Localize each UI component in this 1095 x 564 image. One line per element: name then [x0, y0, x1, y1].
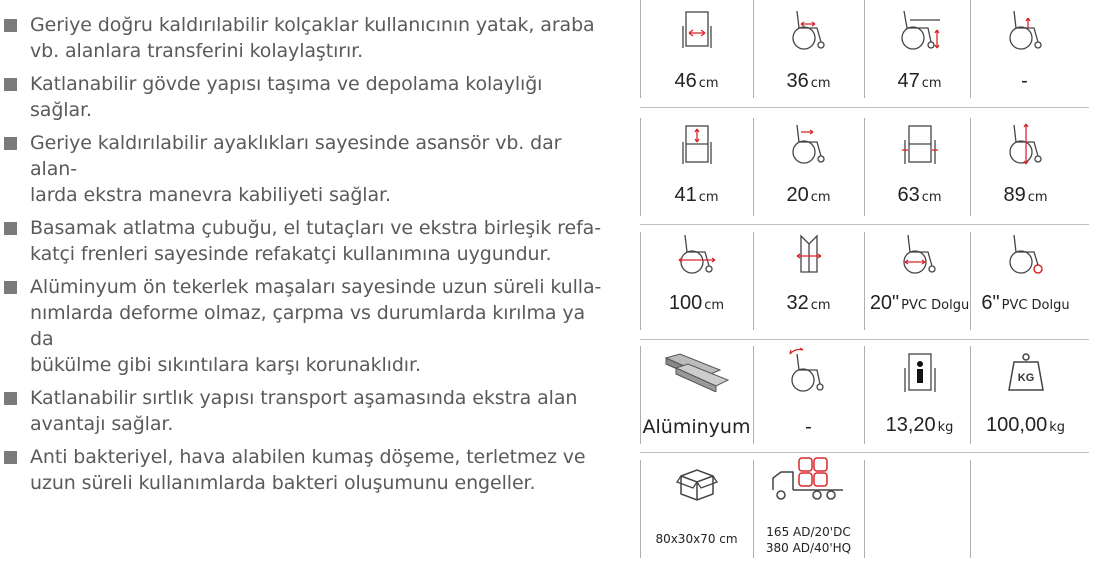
- seat-width-icon: [677, 8, 717, 50]
- spec-cell-folded-width: [753, 232, 864, 315]
- container-truck-icon: [769, 456, 849, 504]
- spec-unit: cm: [810, 76, 831, 91]
- spec-cell-seat-depth: [753, 8, 864, 93]
- package-box-icon: [675, 464, 719, 504]
- feature-item: [2, 71, 602, 123]
- feature-item: [2, 130, 602, 208]
- spec-cell-armrest-height: [970, 8, 1081, 93]
- spec-value: -: [1021, 70, 1028, 92]
- feature-text: uzun süreli kullanımlarda bakteri oluşumunu engeller.: [30, 472, 536, 494]
- spec-grid: [640, 0, 1090, 564]
- feature-text: Basamak atlatma çubuğu, el tutaçları ve ekstra birleşik refa-: [30, 217, 601, 239]
- spec-value: 13,20: [885, 414, 936, 436]
- spec-unit: cm: [698, 76, 719, 91]
- folded-width-icon: [789, 232, 829, 276]
- spec-cell-rear-wheel: [864, 232, 975, 315]
- bullet-square: [4, 137, 17, 150]
- feature-item: [2, 12, 602, 64]
- seat-depth-icon: [789, 8, 829, 52]
- rear-wheel-icon: [900, 232, 940, 276]
- feature-item: [2, 444, 602, 496]
- seat-height-icon: [898, 8, 942, 52]
- spec-cell-total-width: [864, 122, 975, 207]
- feature-text: nımlarda deforme olmaz, çarpma vs durumlarda kırılma ya da: [30, 302, 586, 350]
- total-length-icon: [677, 232, 717, 276]
- spec-unit: cm: [810, 298, 831, 313]
- total-width-icon: [900, 122, 940, 166]
- feature-text: Katlanabilir gövde yapısı taşıma ve depolama kolaylığı sağlar.: [30, 73, 543, 121]
- spec-cell-total-height: [970, 122, 1081, 207]
- spec-cell-container: [753, 456, 864, 556]
- spec-cell-reclining: [753, 346, 864, 439]
- spec-unit: cm: [698, 190, 719, 205]
- spec-value: Alüminyum: [642, 416, 751, 438]
- spec-value: 41: [674, 184, 697, 206]
- spec-value: 80x30x70 cm: [655, 532, 738, 546]
- feature-text: vb. alanlara transferini kolaylaştırır.: [30, 40, 364, 62]
- spec-value: 20": [869, 292, 900, 314]
- spec-cell-armrest-length: [753, 122, 864, 207]
- spec-value: 380 AD/40'HQ: [765, 541, 852, 555]
- spec-value: 36: [786, 70, 809, 92]
- bullet-square: [4, 281, 17, 294]
- row-divider: [640, 452, 1089, 453]
- backrest-height-icon: [677, 122, 717, 166]
- feature-text: avantajı sağlar.: [30, 413, 174, 435]
- row-divider: [640, 339, 1089, 340]
- spec-unit: PVC Dolgu: [901, 298, 970, 313]
- feature-item: [2, 385, 602, 437]
- feature-list: [2, 12, 602, 503]
- weight-icon: [900, 350, 940, 394]
- spec-cell-material: [641, 352, 752, 438]
- spec-value: 6": [981, 292, 1000, 314]
- feature-text: Geriye kaldırılabilir ayaklıkları sayesinde asansör vb. dar alan-: [30, 132, 562, 180]
- feature-text: Geriye doğru kaldırılabilir kolçaklar kullanıcının yatak, araba: [30, 14, 595, 36]
- spec-value: 20: [786, 184, 809, 206]
- spec-cell-front-wheel: [970, 232, 1081, 315]
- bullet-square: [4, 78, 17, 91]
- spec-cell-max-load: [970, 350, 1081, 437]
- row-divider: [640, 224, 1089, 225]
- spec-value: 100: [668, 292, 703, 314]
- bullet-square: [4, 451, 17, 464]
- spec-value: -: [805, 416, 812, 438]
- kg-label: KG: [1017, 372, 1034, 384]
- spec-value: 89: [1003, 184, 1026, 206]
- feature-text: bükülme gibi sıkıntılara karşı korunaklıdır.: [30, 354, 421, 376]
- spec-cell-total-length: [641, 232, 752, 315]
- spec-value: 100,00: [986, 414, 1048, 436]
- reclining-back-icon: [787, 346, 831, 394]
- spec-unit: kg: [937, 420, 954, 435]
- total-height-icon: [1006, 122, 1046, 166]
- spec-unit: PVC Dolgu: [1001, 298, 1070, 313]
- grid-divider: [970, 460, 971, 558]
- spec-value: 47: [897, 70, 920, 92]
- grid-divider: [864, 460, 865, 558]
- feature-text: Anti bakteriyel, hava alabilen kumaş döşeme, terletmez ve: [30, 446, 586, 468]
- spec-unit: cm: [921, 76, 942, 91]
- feature-text: Katlanabilir sırtlık yapısı transport aşamasında ekstra alan: [30, 387, 578, 409]
- spec-value: 32: [786, 292, 809, 314]
- row-divider: [640, 107, 1089, 108]
- feature-text: katçi frenleri sayesinde refakatçi kullanımına uygundur.: [30, 243, 552, 265]
- spec-cell-package: [641, 464, 752, 547]
- spec-value: 63: [897, 184, 920, 206]
- spec-cell-seat-height: [864, 8, 975, 93]
- spec-unit: cm: [810, 190, 831, 205]
- spec-unit: cm: [1027, 190, 1048, 205]
- spec-value: 165 AD/20'DC: [766, 525, 851, 539]
- spec-unit: kg: [1049, 420, 1065, 435]
- bullet-square: [4, 392, 17, 405]
- armrest-height-icon: [1006, 8, 1046, 52]
- front-wheel-icon: [1006, 232, 1046, 276]
- spec-cell-backrest-height: [641, 122, 752, 207]
- feature-text: Alüminyum ön tekerlek maşaları sayesinde uzun süreli kulla-: [30, 276, 602, 298]
- spec-value: 46: [674, 70, 697, 92]
- bullet-square: [4, 222, 17, 235]
- spec-unit: cm: [921, 190, 942, 205]
- max-load-icon: [1006, 350, 1046, 394]
- bullet-square: [4, 19, 17, 32]
- spec-cell-seat-width: [641, 8, 752, 93]
- aluminium-profile-icon: [662, 352, 732, 392]
- feature-text: larda ekstra manevra kabiliyeti sağlar.: [30, 184, 391, 206]
- spec-unit: cm: [704, 298, 725, 313]
- armrest-length-icon: [789, 122, 829, 166]
- feature-item: [2, 215, 602, 267]
- spec-cell-weight: [864, 350, 975, 437]
- feature-item: [2, 274, 602, 378]
